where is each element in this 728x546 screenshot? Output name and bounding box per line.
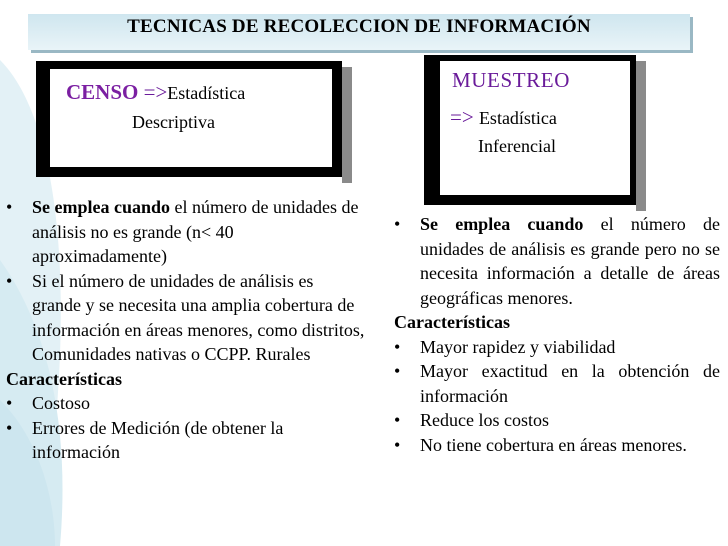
item-text: Si el número de unidades de análisis es grande y se necesita una amplia cobertura de información en áreas menores, como distritos, Comunidades nativas o CCPP. Rurales [32, 270, 365, 364]
muestreo-desc-1: Estadística [478, 108, 557, 128]
item-text: Mayor exactitud en la obtención de información [420, 361, 720, 406]
list-item [394, 335, 720, 360]
muestreo-line-2 [450, 105, 557, 130]
features-heading: Características [6, 368, 122, 389]
censo-heading [66, 80, 245, 105]
bullet: • [394, 214, 401, 234]
bullet: • [6, 393, 13, 413]
list-item [6, 416, 366, 465]
bullet: • [394, 336, 401, 357]
page-title: TECNICAS DE RECOLECCION DE INFORMACIÓN [127, 16, 591, 37]
item-text: el número de unidades de análisis es grande pero no se necesita información a detalle de áreas geográficas menores. [420, 214, 720, 308]
muestreo-box-shadow [636, 61, 646, 211]
list-item [6, 391, 366, 416]
censo-details [6, 195, 366, 465]
muestreo-desc-2: Inferencial [478, 136, 556, 156]
list-item [6, 195, 366, 269]
bullet: • [394, 410, 401, 430]
item-text: No tiene cobertura en áreas menores. [420, 434, 687, 455]
bullet: • [6, 417, 13, 438]
bullet: • [6, 197, 13, 217]
item-text: Reduce los costos [420, 410, 549, 430]
muestreo-arrow: => [450, 105, 474, 129]
muestreo-name: MUESTREO [452, 68, 570, 92]
bullet: • [394, 434, 401, 455]
list-item [6, 269, 366, 367]
item-text: el número de unidades de análisis no es grande (n< 40 aproximadamente) [32, 197, 359, 266]
item-bold: Se emplea cuando [32, 197, 171, 217]
item-text: Mayor rapidez y viabilidad [420, 336, 616, 357]
list-item [394, 359, 720, 408]
censo-desc-1: Estadística [167, 83, 246, 103]
bullet: • [6, 270, 13, 291]
item-text: Errores de Medición (de obtener la información [32, 417, 284, 462]
list-item [394, 212, 720, 310]
censo-box-shadow [342, 67, 352, 183]
censo-desc-2: Descriptiva [132, 112, 215, 132]
item-bold: Se emplea cuando [420, 214, 584, 234]
features-heading: Características [394, 312, 510, 332]
bullet: • [394, 361, 401, 381]
list-item [394, 408, 720, 433]
item-text: Costoso [32, 393, 91, 413]
censo-name: CENSO [66, 80, 139, 104]
list-item [394, 433, 720, 458]
censo-arrow: => [143, 80, 168, 104]
muestreo-details [394, 212, 720, 457]
